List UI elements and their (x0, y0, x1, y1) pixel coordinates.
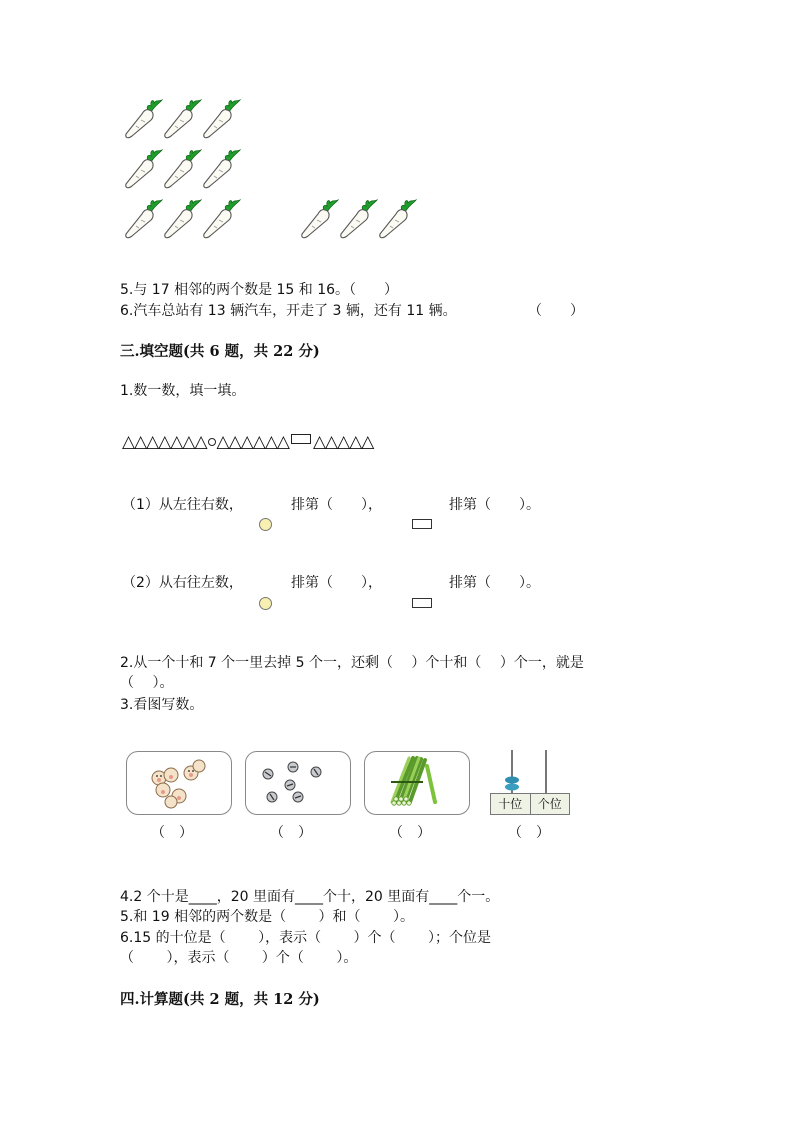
question-4: 4.2 个十是____，20 里面有____个十，20 里面有____个一。 (120, 889, 500, 905)
radish-icon (378, 198, 418, 240)
question-2-line-2[interactable]: （ ）。 (120, 675, 174, 691)
radish-icon (202, 98, 242, 140)
radish-icon (163, 198, 203, 240)
picture-card-screws (245, 751, 351, 815)
section-title: 四.计算题(共 2 题，共 12 分) (120, 991, 320, 1008)
radish-icon (202, 148, 242, 190)
sub-question-2-mid[interactable]: 排第（ ）， (291, 575, 382, 591)
answer-blank[interactable]: （ ） (508, 825, 550, 841)
abacus-icon (490, 748, 570, 816)
triangle-group: △△△△△ (312, 432, 374, 452)
shape-sequence (122, 432, 373, 452)
pig-cluster-icon (127, 752, 231, 814)
sub-question-1-mid[interactable]: 排第（ ）， (291, 497, 382, 513)
answer-blank[interactable]: （ ） (528, 303, 584, 319)
judge-question-6: 6.汽车总站有 13 辆汽车，开走了 3 辆，还有 11 辆。 (120, 303, 457, 319)
rectangle-icon (291, 434, 311, 444)
radish-icon (339, 198, 379, 240)
picture-card-pigs (126, 751, 232, 815)
abacus-ones-label: 个位 (537, 797, 562, 811)
small-circle-icon (208, 438, 216, 446)
radish-icon (163, 98, 203, 140)
radish-icon (124, 98, 164, 140)
answer-blank[interactable]: （ ） (389, 825, 431, 841)
answer-blank[interactable]: （ ） (270, 825, 312, 841)
triangle-group: △△△△△△△ (122, 432, 207, 452)
rectangle-icon (412, 519, 432, 529)
question-1: 1.数一数，填一填。 (120, 383, 246, 399)
radish-icon (163, 148, 203, 190)
question-3: 3.看图写数。 (120, 697, 204, 713)
yellow-circle-icon (259, 518, 272, 531)
question-2-line-1: 2.从一个十和 7 个一里去掉 5 个一，还剩（ ）个十和（ ）个一，就是 (120, 655, 584, 671)
abacus-tens-label: 十位 (491, 794, 531, 814)
answer-blank[interactable]: （ ） (151, 825, 193, 841)
question-6-line-2: （ ），表示（ ）个（ ）。 (120, 950, 358, 966)
sub-question-1-prefix: （1）从左往右数， (122, 497, 243, 513)
radish-icon (300, 198, 340, 240)
judge-question-5: 5.与 17 相邻的两个数是 15 和 16。（ ） (120, 282, 399, 298)
radish-icon (124, 198, 164, 240)
screw-icons (246, 752, 350, 814)
yellow-circle-icon (259, 597, 272, 610)
rectangle-icon (412, 598, 432, 608)
radish-icon (124, 148, 164, 190)
stick-bundle-icon (365, 752, 469, 814)
sub-question-2-prefix: （2）从右往左数， (122, 575, 243, 591)
triangle-group: △△△△△△ (216, 432, 289, 452)
sub-question-1-end[interactable]: 排第（ ）。 (449, 497, 540, 513)
picture-card-sticks (364, 751, 470, 815)
question-6-line-1: 6.15 的十位是（ ），表示（ ）个（ ）；个位是 (120, 930, 491, 946)
section-title: 三.填空题(共 6 题，共 22 分) (120, 343, 320, 360)
question-5: 5.和 19 相邻的两个数是（ ）和（ ）。 (120, 909, 414, 925)
sub-question-2-end[interactable]: 排第（ ）。 (449, 575, 540, 591)
radish-icon (202, 198, 242, 240)
